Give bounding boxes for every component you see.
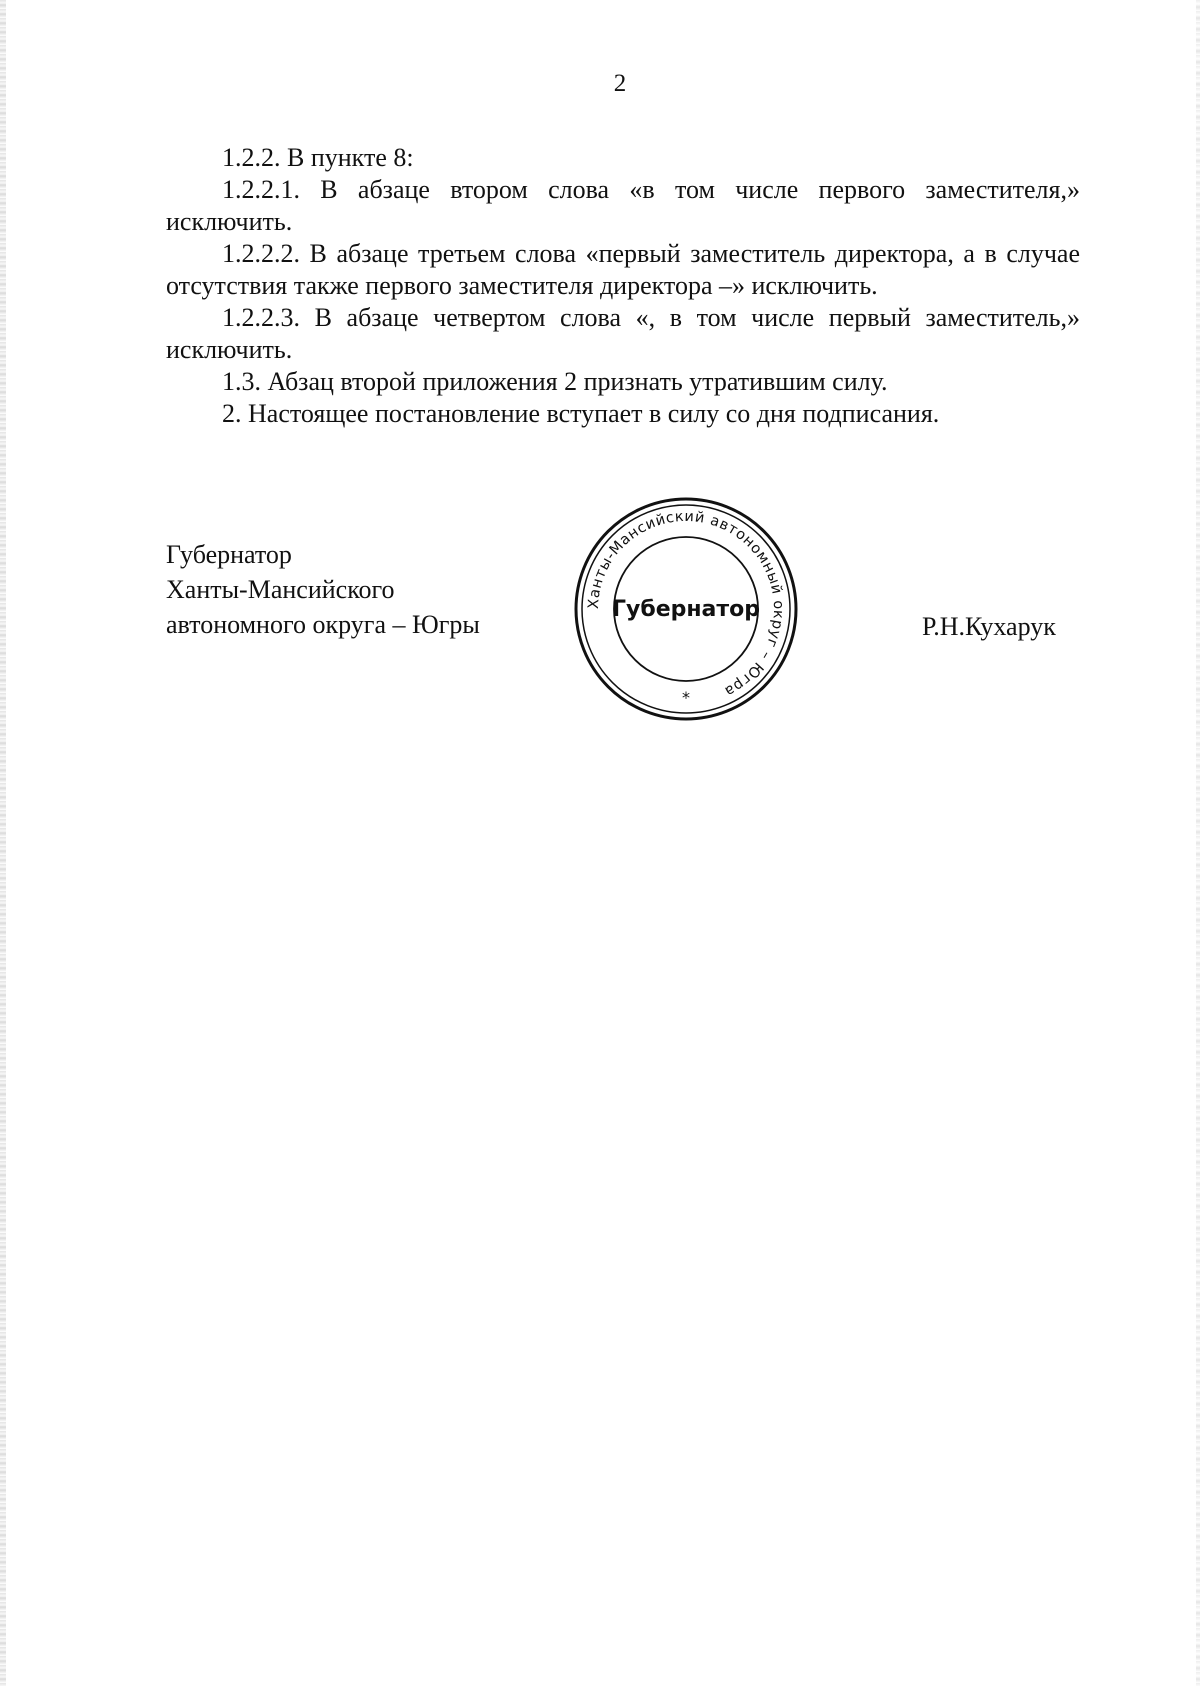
- signer-name: Р.Н.Кухарук: [922, 612, 1056, 641]
- page-number: 2: [613, 70, 627, 97]
- paragraph-2: 2. Настоящее постановление вступает в силу со дня подписания.: [222, 399, 940, 428]
- paragraph-1-3: 1.3. Абзац второй приложения 2 признать утратившим силу.: [222, 367, 888, 396]
- paragraph-1-2-2-1: 1.2.2.1. В абзаце втором слова «в том числе первого заместителя,» исключить.: [166, 175, 1080, 236]
- seal-center-text: Губернатор: [611, 597, 761, 622]
- scan-edge-left: [0, 0, 6, 1686]
- signatory-title-line-3: автономного округа – Югры: [166, 610, 480, 639]
- signatory-title: [166, 537, 480, 642]
- paragraph-1-2-2: 1.2.2. В пункте 8:: [222, 143, 414, 172]
- document-body: [166, 142, 1080, 430]
- seal-outer-text: Ханты-Мансийский автономный округ – Югра: [585, 508, 787, 700]
- signatory-title-line-1: Губернатор: [166, 540, 292, 569]
- paragraph-1-2-2-2: 1.2.2.2. В абзаце третьем слова «первый заместитель директора, а в случае отсутствия также первого заместителя директора –» исключить.: [166, 239, 1080, 300]
- paragraph-1-2-2-3: 1.2.2.3. В абзаце четвертом слова «, в том числе первый заместитель,» исключить.: [166, 303, 1080, 364]
- seal-star: *: [682, 688, 690, 707]
- signatory-title-line-2: Ханты-Мансийского: [166, 575, 395, 604]
- official-seal: [573, 496, 799, 722]
- scan-edge-right: [1196, 0, 1200, 1686]
